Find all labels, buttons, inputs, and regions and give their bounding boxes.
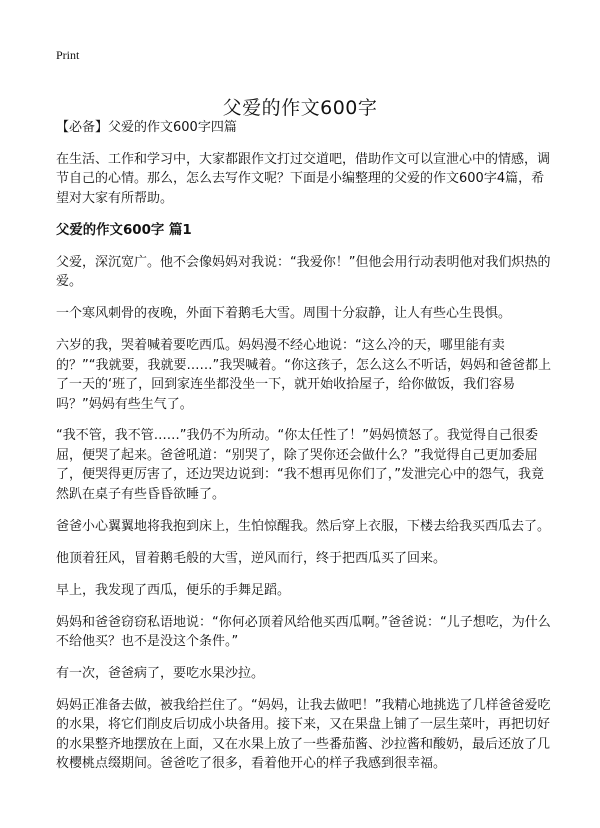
paragraph-10: 妈妈正准备去做，被我给拦住了。“妈妈，让我去做吧！”我精心地挑选了几样爸爸爱吃的水果，将它们削皮后切成小块备用。接下来，又在果盘上铺了一层生菜叶，再把切好的水果整齐地摆放在上面，又在水果上放了一些番茄酱、沙拉酱和酸奶，最后还放了几枚樱桃点缀期间。爸爸吃了很多，看着他开心的样子我感到很幸福。 [56,697,551,772]
print-link[interactable]: Print [56,48,80,62]
section-heading: 父爱的作文600字 篇1 [56,222,192,238]
intro-paragraph: 在生活、工作和学习中，大家都跟作文打过交道吧，借助作文可以宣泄心中的情感，调节自己的心情。那么，怎么去写作文呢？下面是小编整理的父爱的作文600字4篇，希望对大家有所帮助。 [56,151,551,206]
paragraph-5: 爸爸小心翼翼地将我抱到床上，生怕惊醒我。然后穿上衣服，下楼去给我买西瓜去了。 [56,518,551,534]
paragraph-7: 早上，我发现了西瓜，便乐的手舞足蹈。 [56,582,291,598]
paragraph-1: 父爱，深沉宽广。他不会像妈妈对我说：“我爱你！”但他会用行动表明他对我们炽热的爱。 [56,254,551,290]
article-body [56,118,556,786]
page-title: 父爱的作文600字 [222,96,378,119]
paragraph-8: 妈妈和爸爸窃窃私语地说：“你何必顶着风给他买西瓜啊。”爸爸说：“儿子想吃，为什么不给他买？也不是没这个条件。” [56,614,551,650]
paragraph-6: 他顶着狂风，冒着鹅毛般的大雪，逆风而行，终于把西瓜买了回来。 [56,550,447,566]
paragraph-2: 一个寒风刺骨的夜晚，外面下着鹅毛大雪。周围十分寂静，让人有些心生畏惧。 [56,306,512,322]
article-subtitle: 【必备】父爱的作文600字四篇 [56,120,237,135]
paragraph-9: 有一次，爸爸病了，要吃水果沙拉。 [56,665,265,681]
paragraph-3: 六岁的我，哭着喊着要吃西瓜。妈妈漫不经心地说：“这么冷的天，哪里能有卖的？”“我就要，我就要……”我哭喊着。“你这孩子，怎么这么不听话，妈妈和爸爸都上了一天的‘班了，回到家连坐都没坐一下，就开始收拾屋子，给你做饭，我们容易吗？”妈妈有些生气了。 [56,338,551,412]
paragraph-4: “我不管，我不管……”我仍不为所动。“你太任性了！”妈妈愤怒了。我觉得自己很委屈，便哭了起来。爸爸吼道：“别哭了，除了哭你还会做什么？”我觉得自己更加委屈了，便哭得更厉害了，还边哭边说到：“我不想再见你们了，”发泄完心中的怨气，我竟然趴在桌子有些昏昏欲睡了。 [56,428,544,502]
